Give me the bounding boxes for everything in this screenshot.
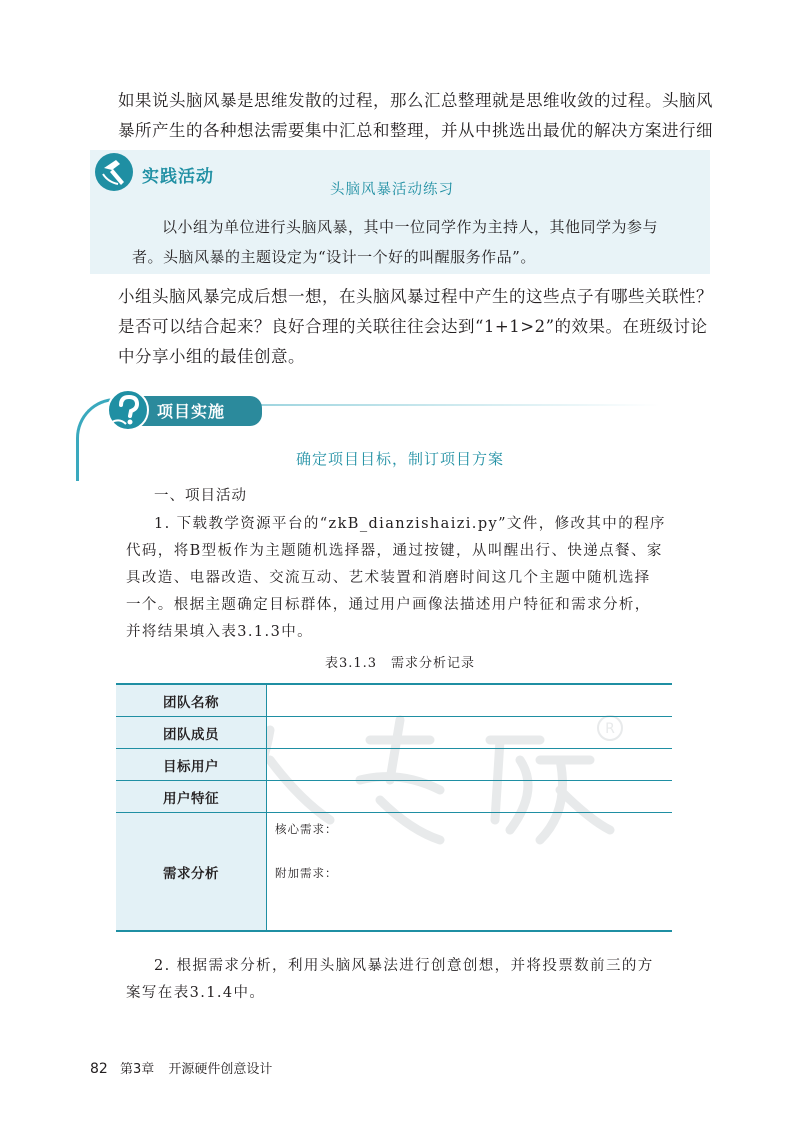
row-header-team-members: 团队成员: [116, 717, 267, 748]
svg-text:R: R: [605, 721, 615, 737]
row-header-user-traits: 用户特征: [116, 781, 267, 812]
page-footer: [90, 1058, 272, 1077]
chapter-title: 开源硬件创意设计: [168, 1062, 273, 1077]
section-decoration-line: [240, 404, 660, 406]
project-section-title: 确定项目目标，制订项目方案: [295, 450, 504, 468]
core-need-label: 核心需求：: [275, 822, 338, 836]
table-row: [116, 813, 672, 930]
hammer-icon: [94, 152, 134, 192]
page-number: 82: [90, 1061, 108, 1077]
chapter-number: 第3章: [119, 1062, 155, 1077]
table-row: [116, 717, 672, 749]
practice-activity-label: 实践活动: [142, 167, 214, 187]
intro-paragraph: 如果说头脑风暴是思维发散的过程，那么汇总整理就是思维收敛的过程。头脑风暴所产生的各种想法需要集中汇总和整理，并从中挑选出最优的解决方案进行细: [118, 91, 713, 140]
project-section-label: 项目实施: [157, 402, 226, 421]
project-step-2: 2. 根据需求分析，利用头脑风暴法进行创意创想，并将投票数前三的方案写在表3.1.4中。: [126, 958, 654, 1001]
question-icon: [106, 388, 150, 432]
row-header-team-name: 团队名称: [116, 685, 267, 716]
project-sub-heading: 一、项目活动: [154, 488, 247, 504]
needs-analysis-cell[interactable]: [267, 813, 672, 930]
team-name-cell[interactable]: [267, 685, 672, 716]
table-caption: 表3.1.3 需求分析记录: [324, 656, 476, 671]
table-row: [116, 749, 672, 781]
user-traits-cell[interactable]: [267, 781, 672, 812]
reflection-paragraph: 小组头脑风暴完成后想一想，在头脑风暴过程中产生的这些点子有哪些关联性？是否可以结合起来？良好合理的关联往往会达到“1+1>2”的效果。在班级讨论中分享小组的最佳创意。: [118, 287, 713, 366]
row-header-needs-analysis: 需求分析: [116, 813, 267, 930]
target-users-cell[interactable]: [267, 749, 672, 780]
table-row: [116, 781, 672, 813]
project-step-1: 1. 下载教学资源平台的“zkB_dianzishaizi.py”文件，修改其中的程序代码，将B型板作为主题随机选择器，通过按键，从叫醒出行、快递点餐、家具改造、电器改造、交流互动、艺术装置和消磨时间这几个主题中随机选择一个。根据主题确定目标群体，通过用户画像法描述用户特征和需求分析，并将结果填入表3.1.3中。: [126, 516, 666, 640]
practice-activity-body: 以小组为单位进行头脑风暴，其中一位同学作为主持人，其他同学为参与者。头脑风暴的主题设定为“设计一个好的叫醒服务作品”。: [132, 218, 659, 266]
extra-need-label: 附加需求：: [275, 866, 338, 880]
table-row: [116, 685, 672, 717]
requirements-table: [116, 683, 672, 932]
team-members-cell[interactable]: [267, 717, 672, 748]
row-header-target-users: 目标用户: [116, 749, 267, 780]
practice-activity-title: 头脑风暴活动练习: [330, 182, 454, 198]
